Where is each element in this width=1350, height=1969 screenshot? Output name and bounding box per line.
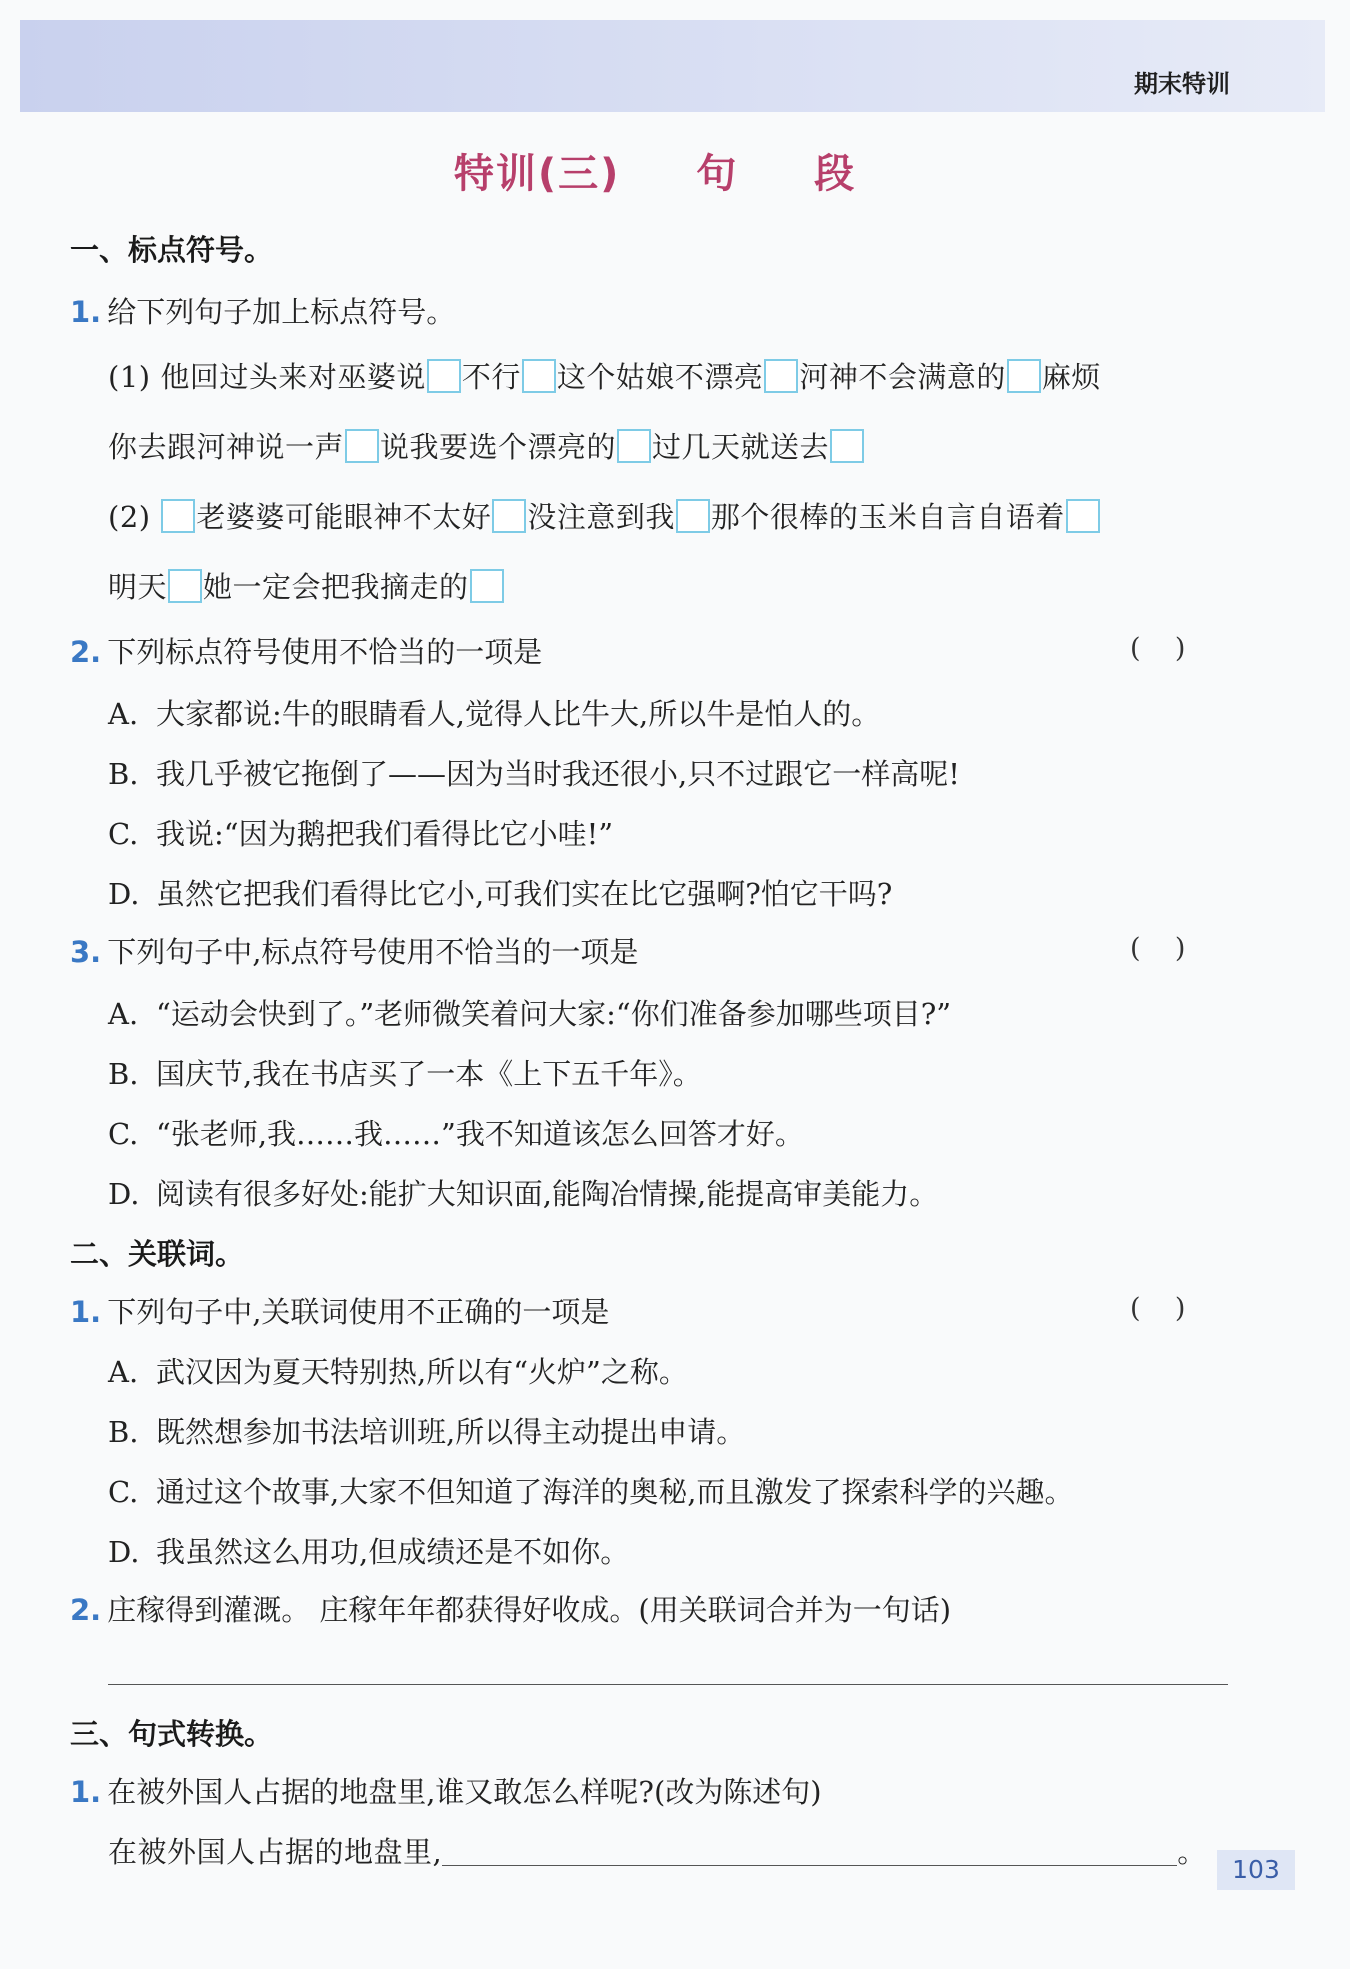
item-label: (2) — [108, 500, 151, 534]
question-1-2 — [70, 630, 542, 671]
question-text: 下列句子中,标点符号使用不恰当的一项是 — [107, 935, 639, 969]
segment: 他回过头来对巫婆说 — [160, 360, 426, 394]
question-number: 3. — [70, 935, 102, 969]
answer-paren[interactable]: ( ) — [1130, 933, 1186, 964]
section-heading-3: 三、句式转换。 — [70, 1717, 274, 1751]
question-1-3 — [70, 930, 638, 971]
option-b: B. 国庆节,我在书店买了一本《上下五千年》。 — [108, 1057, 702, 1091]
question-text: 下列标点符号使用不恰当的一项是 — [107, 635, 543, 669]
answer-paren[interactable]: ( ) — [1130, 1293, 1186, 1324]
answer-box[interactable] — [764, 359, 798, 393]
segment: 不行 — [461, 360, 521, 394]
segment: 这个姑娘不漂亮 — [556, 360, 764, 394]
segment: 过几天就送去 — [652, 430, 830, 464]
question-1-1 — [70, 290, 455, 331]
option-a: A. “运动会快到了。”老师微笑着问大家:“你们准备参加哪些项目?” — [108, 997, 952, 1031]
segment: 明天 — [108, 570, 168, 604]
segment: 那个很棒的玉米自言自语着 — [710, 500, 1065, 534]
segment: 说我要选个漂亮的 — [380, 430, 617, 464]
answer-box[interactable] — [617, 429, 651, 463]
question-text: 庄稼得到灌溉。 庄稼年年都获得好收成。(用关联词合并为一句话) — [107, 1593, 952, 1627]
option-d: D. 阅读有很多好处:能扩大知识面,能陶冶情操,能提高审美能力。 — [108, 1177, 939, 1211]
header-label: 期末特训 — [1134, 70, 1230, 98]
option-c: C. “张老师,我……我……”我不知道该怎么回答才好。 — [108, 1117, 804, 1151]
answer-suffix: 。 — [1177, 1835, 1207, 1869]
option-d: D. 虽然它把我们看得比它小,可我们实在比它强啊?怕它干吗? — [108, 877, 893, 911]
segment: 河神不会满意的 — [799, 360, 1006, 394]
answer-box[interactable] — [168, 569, 202, 603]
question-number: 1. — [70, 1295, 102, 1329]
option-a: A. 大家都说:牛的眼睛看人,觉得人比牛大,所以牛是怕人的。 — [108, 697, 881, 731]
answer-box[interactable] — [1066, 499, 1100, 533]
header-band — [20, 20, 1325, 112]
section-heading-1: 一、标点符号。 — [70, 233, 274, 267]
question-text: 在被外国人占据的地盘里,谁又敢怎么样呢?(改为陈述句) — [107, 1775, 822, 1809]
answer-box[interactable] — [161, 499, 195, 533]
option-c: C. 我说:“因为鹅把我们看得比它小哇!” — [108, 817, 614, 851]
section-heading-2: 二、关联词。 — [70, 1237, 245, 1271]
answer-paren[interactable]: ( ) — [1130, 633, 1186, 664]
question-number: 1. — [70, 1775, 102, 1809]
question-2-2 — [70, 1588, 951, 1629]
answer-box[interactable] — [676, 499, 710, 533]
option-d: D. 我虽然这么用功,但成绩还是不如你。 — [108, 1535, 630, 1569]
answer-box[interactable] — [470, 569, 504, 603]
segment: 没注意到我 — [527, 500, 675, 534]
segment: 她一定会把我摘走的 — [203, 570, 469, 604]
punctuation-line-1-2 — [108, 425, 865, 466]
segment: 麻烦 — [1041, 360, 1101, 394]
option-a: A. 武汉因为夏天特别热,所以有“火炉”之称。 — [108, 1355, 688, 1389]
answer-box[interactable] — [1007, 359, 1041, 393]
question-number: 2. — [70, 635, 102, 669]
punctuation-line-2-2 — [108, 565, 505, 606]
answer-box[interactable] — [830, 429, 864, 463]
option-c: C. 通过这个故事,大家不但知道了海洋的奥秘,而且激发了探索科学的兴趣。 — [108, 1475, 1074, 1509]
item-label: (1) — [108, 360, 151, 394]
option-b: B. 既然想参加书法培训班,所以得主动提出申请。 — [108, 1415, 746, 1449]
answer-line[interactable] — [108, 1684, 1228, 1685]
page-number: 103 — [1217, 1850, 1295, 1890]
answer-prefix: 在被外国人占据的地盘里, — [108, 1835, 443, 1869]
punctuation-line-1-1 — [108, 355, 1101, 396]
answer-box[interactable] — [492, 499, 526, 533]
question-text: 给下列句子加上标点符号。 — [107, 295, 456, 329]
answer-box[interactable] — [427, 359, 461, 393]
segment: 老婆婆可能眼神不太好 — [196, 500, 492, 534]
question-3-1 — [70, 1770, 822, 1811]
option-b: B. 我几乎被它拖倒了——因为当时我还很小,只不过跟它一样高呢! — [108, 757, 960, 791]
question-number: 2. — [70, 1593, 102, 1627]
answer-box[interactable] — [522, 359, 556, 393]
question-text: 下列句子中,关联词使用不正确的一项是 — [107, 1295, 610, 1329]
answer-sentence — [108, 1830, 1207, 1871]
page-title: 特训(三) 句 段 — [453, 151, 857, 197]
answer-box[interactable] — [345, 429, 379, 463]
question-number: 1. — [70, 295, 102, 329]
question-2-1 — [70, 1290, 609, 1331]
punctuation-line-2-1 — [108, 495, 1101, 536]
segment: 你去跟河神说一声 — [108, 430, 345, 464]
answer-blank[interactable] — [442, 1838, 1177, 1866]
